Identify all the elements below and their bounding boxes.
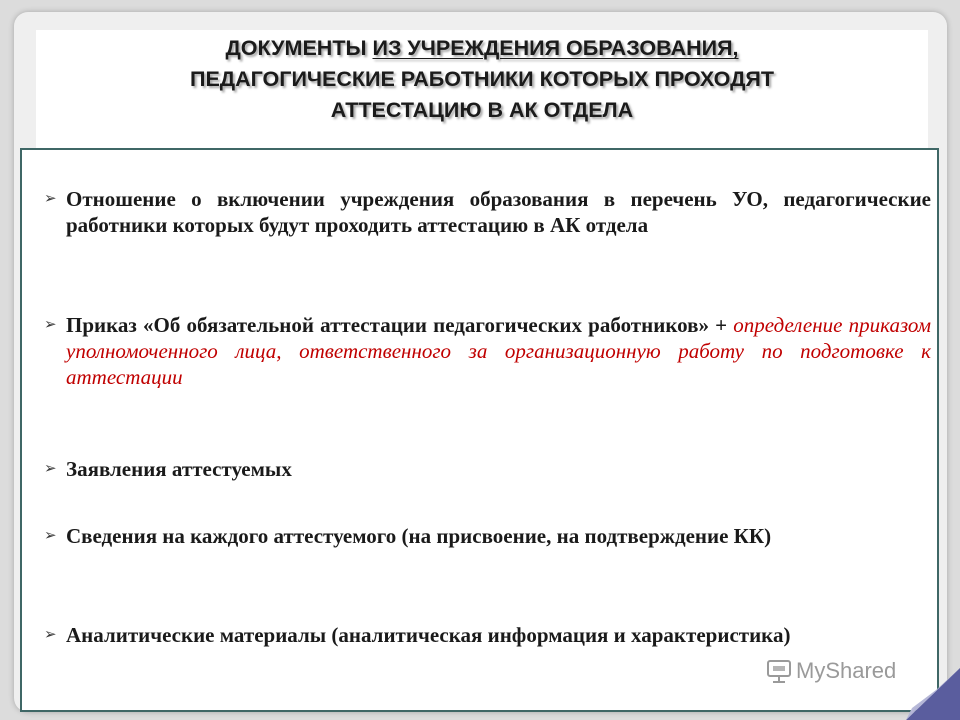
bullet-item-4 [44, 523, 931, 549]
arrow-bullet-icon: ➢ [44, 315, 57, 333]
arrow-bullet-icon: ➢ [44, 526, 57, 544]
bullet-text: Сведения на каждого аттестуемого (на присвоение, на подтверждение КК) [66, 524, 772, 548]
arrow-bullet-icon: ➢ [44, 625, 57, 643]
bullet-text-red: определение приказом уполномоченного лица, ответственного за организационную работу по подготовке к аттестации [66, 313, 931, 389]
title-line-3: АТТЕСТАЦИЮ В АК ОТДЕЛА [330, 98, 634, 122]
bullet-item-5 [44, 622, 931, 648]
bullet-text-main: Приказ «Об обязательной аттестации педагогических работников» + [66, 313, 734, 337]
bullet-text: Отношение о включении учреждения образования в перечень УО, педагогические работники которых будут проходить аттестацию в АК отдела [66, 187, 931, 237]
bullet-text: Заявления аттестуемых [66, 457, 292, 481]
bullet-text [66, 312, 931, 390]
bullet-text: Аналитические материалы (аналитическая информация и характеристика) [66, 623, 791, 647]
bullet-item-1 [44, 186, 931, 238]
page-curl-corner [906, 668, 960, 720]
watermark [766, 658, 896, 684]
arrow-bullet-icon: ➢ [44, 189, 57, 207]
watermark-text: MyShared [796, 658, 897, 683]
title-word-documents: ДОКУМЕНТЫ [225, 36, 373, 60]
projector-screen-icon [766, 658, 792, 684]
arrow-bullet-icon: ➢ [44, 459, 57, 477]
title-underlined-part: ИЗ УЧРЕЖДЕНИЯ ОБРАЗОВАНИЯ, [372, 36, 739, 60]
title-line-1 [36, 33, 928, 64]
slide-title [36, 33, 928, 126]
bullet-item-2 [44, 312, 931, 390]
bullet-item-3 [44, 456, 931, 482]
title-line-2: ПЕДАГОГИЧЕСКИЕ РАБОТНИКИ КОТОРЫХ ПРОХОДЯТ [190, 67, 774, 91]
